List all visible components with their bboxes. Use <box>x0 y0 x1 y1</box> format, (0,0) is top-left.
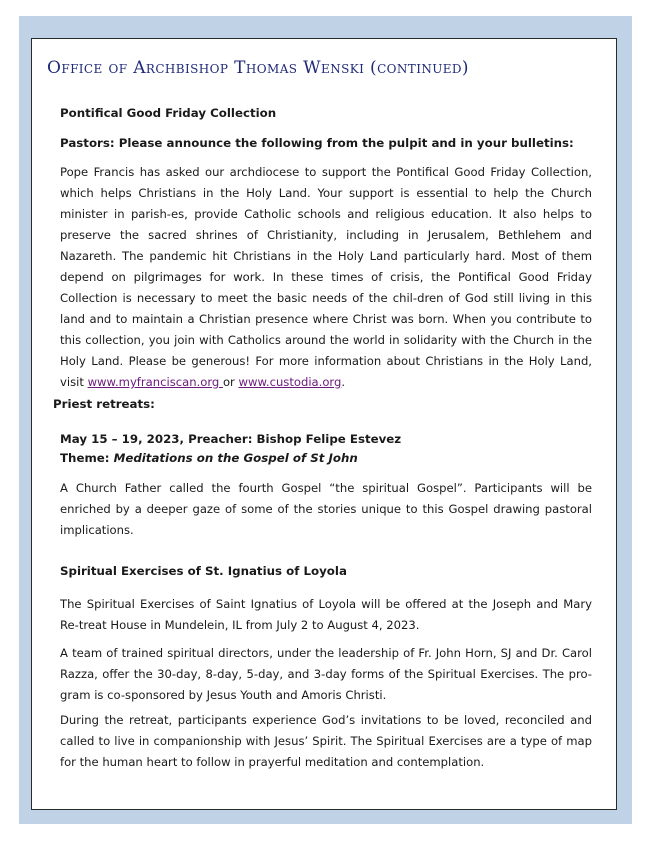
custodia-link[interactable]: www.custodia.org <box>238 375 342 389</box>
exercises-paragraph-3: During the retreat, participants experience God’s invitations to be loved, reconciled and called to live in companionship with Jesus’ Spirit. The Spiritual Exercises are a type of map for the human heart to follow in prayerful meditation and contemplation. <box>60 713 592 769</box>
good-friday-heading: Pontifical Good Friday Collection <box>60 106 277 120</box>
myfranciscan-link[interactable]: www.myfranciscan.org <box>87 375 223 389</box>
theme-title: Meditations on the Gospel of St John <box>113 451 358 465</box>
retreat-description: A Church Father called the fourth Gospel “the spiritual Gospel”. Participants will be enriched by a deeper gaze of some of the stories unique to this Gospel drawing pastoral implications. <box>60 481 592 537</box>
spiritual-exercises-heading: Spiritual Exercises of St. Ignatius of Loyola <box>60 564 347 578</box>
priest-retreats-heading: Priest retreats: <box>53 397 155 411</box>
retreat-date-preacher: May 15 – 19, 2023, Preacher: Bishop Felipe Estevez <box>60 432 402 446</box>
link-connector: or <box>222 375 239 389</box>
page-title: Office of Archbishop Thomas Wenski (continued) <box>47 58 469 78</box>
retreat-theme <box>60 448 358 469</box>
body-end: . <box>341 375 346 389</box>
good-friday-text: Pope Francis has asked our archdiocese to support the Pontifical Good Friday Collection, which helps Christians in the Holy Land. Your support is essential to help the Church minister in parish-es, provide Catholic schools and religious education. It also helps to preserve the sacred shrines of Christianity, including in Jerusalem, Bethlehem and Nazareth. The pandemic hit Christians in the Holy Land particularly hard. Most of them depend on pilgrimages for work. In these times of crisis, the Pontifical Good Friday Collection is necessary to meet the basic needs of the chil-dren of God still living in this land and to maintain a Christian presence where Christ was born. When you contribute to this collection, you join with Catholics around the world in solidarity with the Church in the Holy Land. Please be generous! For more information about Christians in the Holy Land, visit <box>60 165 592 389</box>
good-friday-body <box>60 162 592 393</box>
theme-label: Theme: <box>60 451 114 465</box>
exercises-paragraph-1: The Spiritual Exercises of Saint Ignatius of Loyola will be offered at the Joseph and Mary Re-treat House in Mundelein, IL from July 2 to August 4, 2023. <box>60 597 592 632</box>
exercises-paragraph-2: A team of trained spiritual directors, under the leadership of Fr. John Horn, SJ and Dr. Carol Razza, offer the 30-day, 8-day, 5-day, and 3-day forms of the Spiritual Exercises. The pro-gram is co-sponsored by Jesus Youth and Amoris Christi. <box>60 646 592 702</box>
pastors-instruction: Pastors: Please announce the following from the pulpit and in your bulletins: <box>60 136 574 150</box>
